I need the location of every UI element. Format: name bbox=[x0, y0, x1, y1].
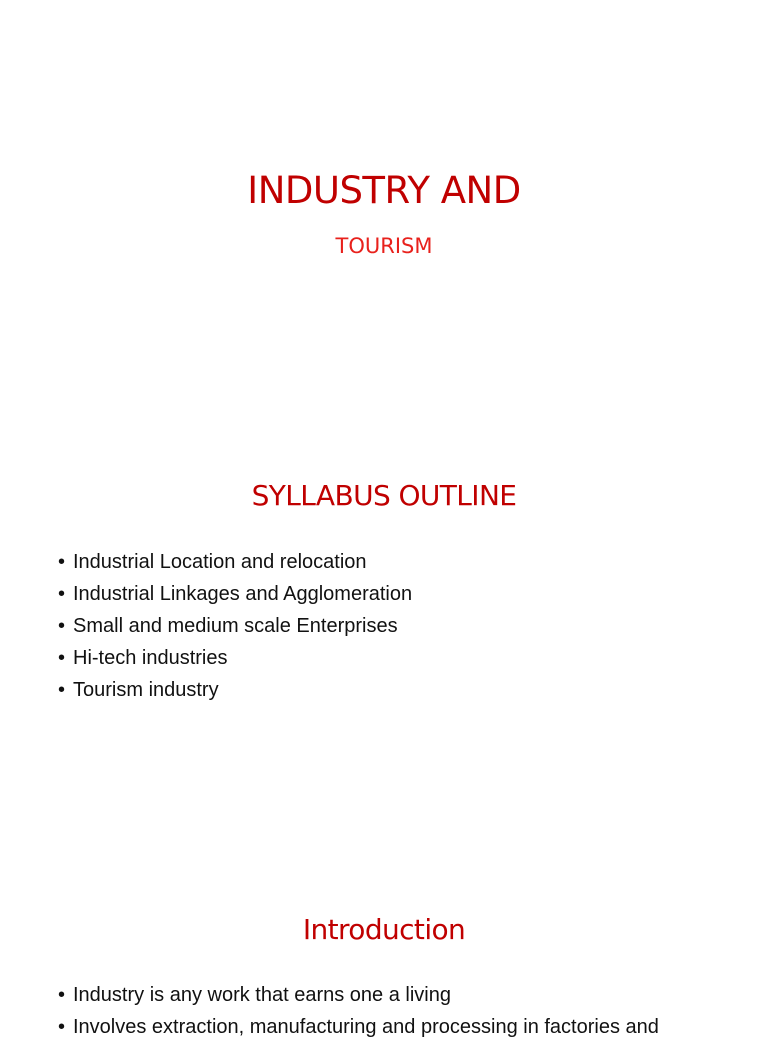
bullet-item: • Industrial Location and relocation bbox=[58, 546, 412, 578]
bullet-item: • Hi-tech industries bbox=[58, 642, 412, 674]
introduction-slide bbox=[0, 864, 768, 1038]
presentation-title: INDUSTRY AND bbox=[247, 169, 521, 212]
syllabus-slide bbox=[0, 432, 768, 864]
bullet-list bbox=[58, 546, 412, 706]
bullet-item: • Tourism industry bbox=[58, 674, 412, 706]
title-slide bbox=[0, 0, 768, 432]
bullet-list bbox=[58, 979, 659, 1043]
slide-heading: Introduction bbox=[302, 913, 466, 946]
bullet-item: • Industry is any work that earns one a living bbox=[58, 979, 659, 1011]
slide-heading: SYLLABUS OUTLINE bbox=[251, 479, 517, 512]
bullet-item: • Involves extraction, manufacturing and processing in factories and bbox=[58, 1011, 659, 1043]
bullet-item: • Small and medium scale Enterprises bbox=[58, 610, 412, 642]
presentation-subtitle: TOURISM bbox=[335, 234, 433, 258]
bullet-item: • Industrial Linkages and Agglomeration bbox=[58, 578, 412, 610]
